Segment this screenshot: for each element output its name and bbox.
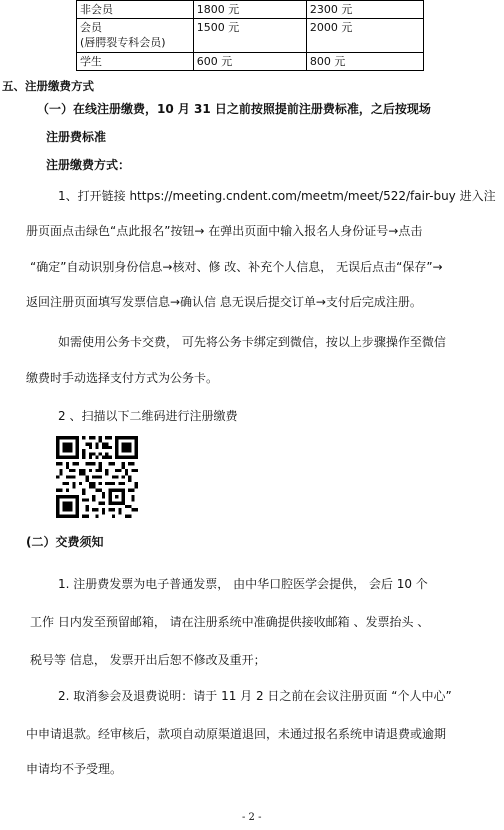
notice-heading: (二）交费须知: [26, 535, 104, 549]
public-card-line2: 缴费时手动选择支付方式为公务卡。: [26, 371, 219, 385]
category-label: 会员: [80, 21, 102, 34]
table-row: [77, 19, 424, 53]
notice-item2-line3: 申请均不予受理。: [26, 762, 123, 776]
online-heading-line2: 注册费标准: [46, 130, 107, 144]
method-label: 注册缴费方式：: [46, 158, 131, 172]
notice-item2-line1: 2. 取消参会及退费说明：请于 11 月 2 日之前在会议注册页面 “个人中心”: [58, 689, 452, 703]
notice-item1-line2: 工作 日内发至预留邮箱， 请在注册系统中准确提供接收邮箱 、发票抬头 、: [30, 615, 430, 629]
public-card-line1: 如需使用公务卡交费， 可先将公务卡绑定到微信，按以上步骤操作至微信: [58, 335, 446, 349]
table-cell-early-fee: 1500 元: [193, 19, 306, 53]
category-note: (唇腭裂专科会员): [80, 36, 166, 49]
step1-line2: 册页面点击绿色“点此报名”按钮→ 在弹出页面中输入报名人身份证号→点击: [26, 224, 423, 238]
category-label: 非会员: [80, 3, 113, 16]
notice-item1-line1: 1. 注册费发票为电子普通发票， 由中华口腔医学会提供， 会后 10 个: [58, 577, 428, 591]
fee-table: [76, 0, 424, 71]
table-cell-late-fee: 2300 元: [306, 1, 423, 19]
table-cell-early-fee: 1800 元: [193, 1, 306, 19]
step1-line4: 返回注册页面填写发票信息→确认信 息无误后提交订单→支付后完成注册。: [26, 295, 422, 309]
qr-code-icon: [56, 436, 138, 518]
step2-text: 2 、扫描以下二维码进行注册缴费: [58, 409, 238, 423]
table-cell-category: [77, 1, 194, 19]
table-cell-category: [77, 53, 194, 71]
step1-line1: 1、打开链接 https://meeting.cndent.com/meetm/meet/522/fair-buy 进入注: [58, 189, 496, 203]
category-label: 学生: [80, 55, 102, 68]
online-heading-line1: （一）在线注册缴费，10 月 31 日之前按照提前注册费标准，之后按现场: [37, 102, 431, 116]
notice-item2-line2: 中申请退款。经审核后，款项自动原渠道退回，未通过报名系统申请退费或逾期: [26, 727, 447, 741]
table-row: [77, 1, 424, 19]
table-row: [77, 53, 424, 71]
page-number: - 2 -: [242, 812, 262, 823]
notice-item1-line3: 税号等 信息， 发票开出后恕不修改及重开；: [30, 653, 266, 667]
table-cell-early-fee: 600 元: [193, 53, 306, 71]
section-heading: 五、注册缴费方式: [2, 79, 94, 93]
table-cell-category: [77, 19, 194, 53]
table-cell-late-fee: 2000 元: [306, 19, 423, 53]
table-cell-late-fee: 800 元: [306, 53, 423, 71]
step1-line3: “确定”自动识别身份信息→核对、修 改、补充个人信息， 无误后点击“保存”→: [30, 260, 443, 274]
